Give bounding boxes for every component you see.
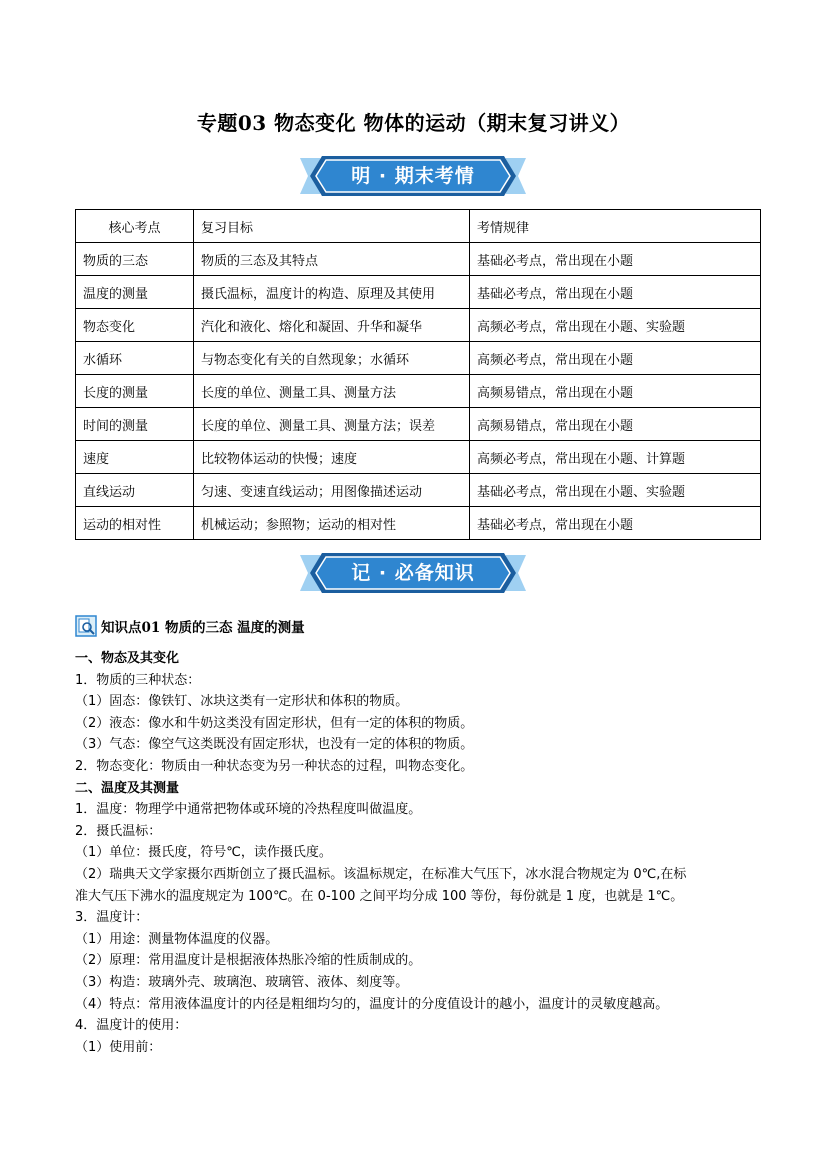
exam-topics-table — [75, 209, 761, 540]
text-line: （1）固态：像铁钉、冰块这类有一定形状和体积的物质。 — [75, 694, 409, 710]
banner-essential-knowledge — [296, 551, 530, 595]
text-line: 4．温度计的使用： — [75, 1018, 188, 1034]
table-cell: 长度的单位、测量工具、测量方法 — [194, 375, 470, 408]
text-line: 1．温度：物理学中通常把物体或环境的冷热程度叫做温度。 — [75, 802, 422, 818]
text-line: （2）瑞典天文学家摄尔西斯创立了摄氏温标。该温标规定，在标准大气压下，冰水混合物规定为 0℃,在标 — [75, 866, 687, 882]
table-row — [76, 474, 761, 507]
banner-exam-situation — [296, 154, 530, 198]
section-heading: 二、温度及其测量 — [75, 780, 180, 796]
text-line: （4）特点：常用液体温度计的内径是粗细均匀的，温度计的分度值设计的越小，温度计的灵敏度越高。 — [75, 996, 669, 1012]
table-cell: 基础必考点，常出现在小题 — [470, 243, 761, 276]
table-cell: 比较物体运动的快慢；速度 — [194, 441, 470, 474]
table-cell: 长度的单位、测量工具、测量方法；误差 — [194, 408, 470, 441]
table-cell: 匀速、变速直线运动；用图像描述运动 — [194, 474, 470, 507]
table-cell: 摄氏温标，温度计的构造、原理及其使用 — [194, 276, 470, 309]
table-header-cell: 复习目标 — [194, 210, 470, 243]
text-line: （2）原理：常用温度计是根据液体热胀冷缩的性质制成的。 — [75, 953, 422, 969]
text-line: 1．物质的三种状态： — [75, 672, 201, 688]
text-line: 2．摄氏温标： — [75, 823, 162, 839]
section-heading: 一、物态及其变化 — [75, 651, 180, 666]
text-line: （3）气态：像空气这类既没有固定形状，也没有一定的体积的物质。 — [75, 737, 474, 753]
table-cell: 水循环 — [76, 342, 194, 375]
table-cell: 运动的相对性 — [76, 507, 194, 540]
text-line: （2）液态：像水和牛奶这类没有固定形状，但有一定的体积的物质。 — [75, 715, 474, 731]
text-line: 2．物态变化：物质由一种状态变为另一种状态的过程，叫物态变化。 — [75, 758, 474, 774]
table-cell: 高频易错点，常出现在小题 — [470, 375, 761, 408]
table-cell: 物态变化 — [76, 309, 194, 342]
table-cell: 物质的三态 — [76, 243, 194, 276]
table-cell: 物质的三态及其特点 — [194, 243, 470, 276]
table-cell: 速度 — [76, 441, 194, 474]
text-line: （1）单位：摄氏度，符号℃，读作摄氏度。 — [75, 845, 332, 861]
text-line: 准大气压下沸水的温度规定为 100℃。在 0-100 之间平均分成 100 等份，每份就是 1 度，也就是 1℃。 — [75, 888, 684, 904]
table-cell: 基础必考点，常出现在小题 — [470, 507, 761, 540]
page-title: 专题03 物态变化 物体的运动（期末复习讲义） — [196, 111, 631, 135]
table-cell: 长度的测量 — [76, 375, 194, 408]
table-cell: 基础必考点，常出现在小题 — [470, 276, 761, 309]
table-cell: 与物态变化有关的自然现象；水循环 — [194, 342, 470, 375]
banner-label: 记 · 必备知识 — [351, 562, 475, 584]
table-header-cell: 核心考点 — [76, 210, 194, 243]
text-line: （3）构造：玻璃外壳、玻璃泡、玻璃管、液体、刻度等。 — [75, 974, 409, 990]
table-cell: 高频易错点，常出现在小题 — [470, 408, 761, 441]
table-row — [76, 375, 761, 408]
table-cell: 汽化和液化、熔化和凝固、升华和凝华 — [194, 309, 470, 342]
table-cell: 机械运动；参照物；运动的相对性 — [194, 507, 470, 540]
knowledge-point-title: 知识点01 物质的三态 温度的测量 — [101, 620, 305, 636]
table-cell: 高频必考点，常出现在小题 — [470, 342, 761, 375]
knowledge-content — [75, 648, 765, 1058]
table-row — [76, 342, 761, 375]
table-row — [76, 408, 761, 441]
table-row — [76, 309, 761, 342]
table-cell: 温度的测量 — [76, 276, 194, 309]
table-cell: 高频必考点，常出现在小题、实验题 — [470, 309, 761, 342]
table-row — [76, 507, 761, 540]
text-line: 3．温度计： — [75, 910, 149, 926]
text-line: （1）用途：测量物体温度的仪器。 — [75, 931, 279, 947]
magnifier-document-icon — [75, 615, 97, 637]
knowledge-point-heading — [75, 614, 305, 638]
table-row — [76, 243, 761, 276]
table-row — [76, 441, 761, 474]
table-row — [76, 276, 761, 309]
table-cell: 基础必考点，常出现在小题、实验题 — [470, 474, 761, 507]
table-header-cell: 考情规律 — [470, 210, 761, 243]
table-cell: 直线运动 — [76, 474, 194, 507]
table-header-row — [76, 210, 761, 243]
banner-label: 明 · 期末考情 — [351, 165, 475, 187]
table-cell: 高频必考点，常出现在小题、计算题 — [470, 441, 761, 474]
text-line: （1）使用前： — [75, 1039, 162, 1055]
table-cell: 时间的测量 — [76, 408, 194, 441]
